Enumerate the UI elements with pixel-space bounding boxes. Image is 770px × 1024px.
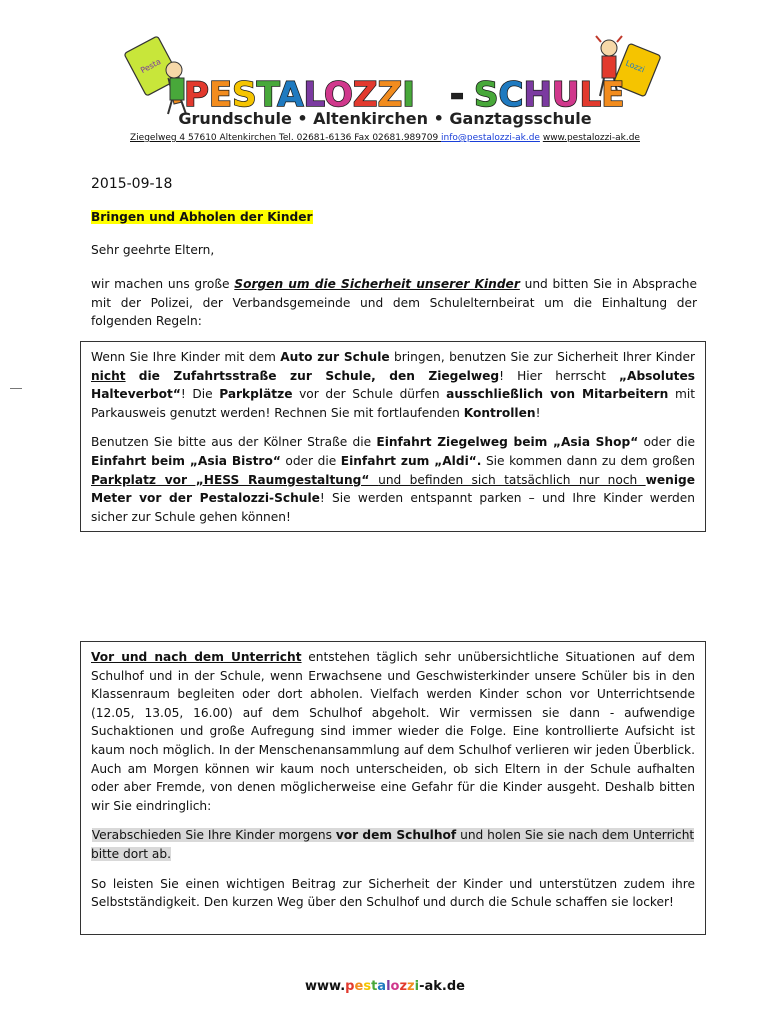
- parking-paragraph: Wenn Sie Ihre Kinder mit dem Auto zur Schule bringen, benutzen Sie zur Sicherheit Ihrer Kinder nicht die Zufahrtsstraße zur Schule, den Ziegelweg! Hier herrscht „Absolutes Halteverbot“! Die Parkplätze vor der Schule dürfen ausschließlich von Mitarbeitern mit Parkausweis genutzt werden! Rechnen Sie mit fortlaufenden Kontrollen!: [91, 350, 696, 420]
- wordmark-letter: H: [523, 75, 552, 115]
- wordmark-letter: Z: [352, 75, 378, 115]
- wordmark-letter: L: [303, 75, 324, 115]
- footer-website[interactable]: www.pestalozzi-ak.de: [305, 979, 465, 994]
- website-link[interactable]: www.pestalozzi-ak.de: [542, 133, 640, 143]
- wordmark-letter: L: [579, 75, 602, 115]
- wordmark-letter: S: [474, 75, 499, 115]
- wordmark-letter: Z: [377, 75, 403, 115]
- schoolyard-rules-box: [80, 641, 706, 935]
- wordmark-letter: E: [601, 75, 625, 115]
- entrance-paragraph: Benutzen Sie bitte aus der Kölner Straße die Einfahrt Ziegelweg beim „Asia Shop“ oder die Einfahrt beim „Asia Bistro“ oder die Einfahrt zum „Aldi“. Sie kommen dann zu dem großen Parkplatz vor „HESS Raumgestaltung“ und befinden sich tatsächlich nur noch wenige Meter vor der Pestalozzi-Schule! Sie werden entspannt parken – und Ihre Kinder werden sicher zur Schule gehen können!: [91, 435, 696, 524]
- svg-text:-: -: [450, 75, 465, 115]
- wordmark-letter: I: [402, 75, 415, 115]
- wordmark-letter: S: [232, 75, 257, 115]
- intro-paragraph: wir machen uns große Sorgen um die Sicherheit unserer Kinder und bitten Sie in Absprache mit der Polizei, der Verbandsgemeinde und dem Schulelternbeirat um die Einhaltung der folgenden Regeln:: [91, 277, 698, 329]
- left-figure-text: Pesta: [139, 57, 163, 76]
- email-link[interactable]: info@pestalozzi-ak.de: [441, 133, 540, 143]
- salutation: Sehr geehrte Eltern,: [91, 243, 215, 257]
- left-kid-figure-icon: [124, 36, 186, 114]
- letter-subject: [91, 208, 313, 227]
- wordmark-letter: P: [184, 75, 209, 115]
- letter-date: 2015-09-18: [91, 176, 173, 192]
- wordmark-letter: C: [498, 75, 524, 115]
- wordmark-letter: T: [256, 75, 278, 115]
- wordmark-letter: E: [208, 75, 233, 115]
- subject-highlight: Bringen und Abholen der Kinder: [91, 210, 313, 224]
- parking-rules-box: [80, 341, 706, 532]
- wordmark-letter: O: [324, 75, 353, 115]
- intro-emphasis: Sorgen um die Sicherheit unserer Kinder: [234, 277, 520, 291]
- wordmark-letter: A: [277, 75, 304, 115]
- schoolyard-paragraph: Vor und nach dem Unterricht entstehen täglich sehr unübersichtliche Situationen auf dem Schulhof und in der Schule, wenn Erwachsene und Geschwisterkinder unsere Schüler bis in den Klassenraum begleiten oder dort abholen. Vielfach werden Kinder schon vor Unterrichtsende (12.05, 13.05, 16.00) auf dem Schulhof abgeholt. Wir vermissen sie dann - aufwendige Suchaktionen und große Aufregung sind immer wieder die Folge. Eine kontrollierte Aufsicht ist kaum noch möglich. In der Menschenansammlung auf dem Schulhof verlieren wir jeden Überblick. Auch am Morgen können wir kaum noch unterscheiden, ob sich Eltern in der Schule aufhalten oder aber Fremde, von denen möglicherweise eine Gefahr für die Kinder ausgeht. Deshalb bitten wir Sie eindringlich:: [91, 650, 696, 813]
- address-text: Ziegelweg 4 57610 Altenkirchen Tel. 02681-6136 Fax 02681.989709: [130, 133, 442, 143]
- school-subtitle: Grundschule • Altenkirchen • Ganztagsschule: [178, 109, 592, 128]
- right-figure-text: Lozzi: [624, 58, 646, 75]
- margin-mark: [10, 388, 22, 389]
- highlighted-request: Verabschieden Sie Ihre Kinder morgens vor dem Schulhof und holen Sie sie nach dem Unterricht bitte dort ab.: [91, 828, 695, 861]
- contact-line: [0, 133, 770, 143]
- wordmark-letter: U: [551, 75, 580, 115]
- closing-paragraph: So leisten Sie einen wichtigen Beitrag zur Sicherheit der Kinder und unterstützen zudem ihre Selbstständigkeit. Den kurzen Weg über den Schulhof und durch die Schule schaffen sie locker!: [91, 876, 695, 910]
